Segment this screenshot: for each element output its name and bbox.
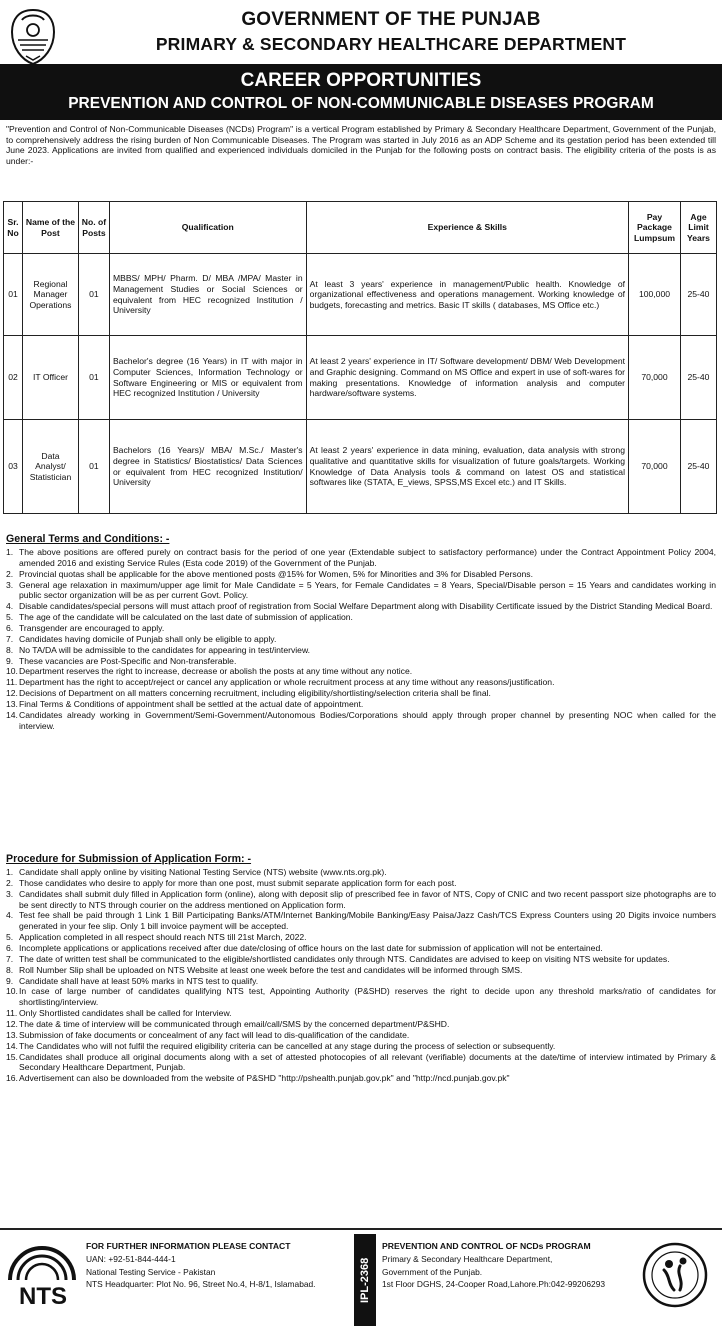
list-item-text: These vacancies are Post-Specific and Non-transferable. xyxy=(19,655,237,666)
list-item-text: The above positions are offered purely on contract basis for the period of one year (Extendable subject to satisfactory performance) under the Contract Appointment Policy 2004, amended 2016 and existing Service Rules (Esta code 2019) of the Government of the Punjab. xyxy=(19,547,716,568)
cell-post-name: Data Analyst/ Statistician xyxy=(22,420,78,514)
list-item-text: Candidates shall submit duly filled in Application form (online), along with deposit slip of prescribed fee in favor of NTS, Copy of CNIC and two recent passport size photographs are to be sent directly to NTS through courier on the address mentioned on Application form. xyxy=(19,888,716,910)
cell-experience: At least 3 years' experience in management/Public health. Knowledge of organizational effectiveness and operations management. Working knowledge of budgets, forecasting and metrics. Basic IT skills ( databases, MS Office etc.) xyxy=(306,254,628,336)
list-item-number: 11. xyxy=(6,1008,18,1019)
list-item xyxy=(6,910,716,932)
list-item-text: Only Shortlisted candidates shall be called for Interview. xyxy=(19,1008,232,1019)
list-item-number: 12. xyxy=(6,1019,18,1030)
cell-age: 25-40 xyxy=(680,420,716,514)
ncd-line1: Primary & Secondary Healthcare Department, xyxy=(382,1253,553,1264)
list-item xyxy=(6,612,716,623)
list-item-number: 10. xyxy=(6,666,18,677)
list-item xyxy=(6,699,716,710)
intro-paragraph: "Prevention and Control of Non-Communicable Diseases (NCDs) Program" is a vertical Program established by Primary & Secondary Healthcare Department, Government of the Punjab, to comprehensively address the rising burden of Non Communicable Diseases. The Program was started in July 2016 as an ADP Scheme and its gestation period has been extended till June 2023. Applications are invited from qualified and experienced individuals domiciled in the Punjab for the following posts on contract basis. The eligibility criteria of the posts is as under:- xyxy=(6,124,716,167)
list-item-number: 10. xyxy=(6,986,18,997)
header-qualification: Qualification xyxy=(109,202,306,254)
list-item xyxy=(6,867,716,878)
header-age-limit: Age Limit Years xyxy=(680,202,716,254)
list-item xyxy=(6,976,716,987)
nts-logo-text: NTS xyxy=(19,1283,67,1310)
list-item-text: Candidate shall apply online by visiting National Testing Service (NTS) website (www.nts.org.pk). xyxy=(19,867,387,877)
header-no-of-posts: No. of Posts xyxy=(78,202,109,254)
list-item-number: 3. xyxy=(6,579,14,590)
career-opportunities-title: CAREER OPPORTUNITIES xyxy=(240,70,482,91)
list-item-number: 3. xyxy=(6,888,14,899)
list-item-number: 12. xyxy=(6,688,18,699)
title-bar xyxy=(0,64,722,120)
list-item-number: 8. xyxy=(6,644,14,655)
list-item-text: Candidates already working in Government/Semi-Government/Autonomous Bodies/Corporations should apply through proper channel by presenting NOC when called for the interview. xyxy=(19,709,716,731)
cell-qualification: Bachelor's degree (16 Years) in IT with major in Computer Sciences, Information Technology or Software Engineering or MIS or equivalent from HEC recognized Institution / University xyxy=(109,336,306,420)
nts-contact-block xyxy=(86,1240,350,1291)
list-item-number: 9. xyxy=(6,975,14,986)
list-item xyxy=(6,634,716,645)
list-item-number: 6. xyxy=(6,623,14,634)
list-item-text: Candidates shall produce all original documents along with a set of attested photocopies of all relevant (verifiable) documents at the date/time of interview intimated by Primary & Secondary Healthcare Department, Punjab. xyxy=(19,1051,716,1073)
list-item-text: Advertisement can also be downloaded from the website of P&SHD "http://pshealth.punjab.gov.pk" and "http://ncd.punjab.gov.pk" xyxy=(19,1073,510,1084)
cell-qualification: MBBS/ MPH/ Pharm. D/ MBA /MPA/ Master in Management Studies or Social Sciences or equivalent from HEC recognized Institution / University xyxy=(109,254,306,336)
table-row xyxy=(4,336,717,420)
list-item xyxy=(6,710,716,732)
list-item-number: 7. xyxy=(6,633,14,644)
list-item xyxy=(6,954,716,965)
posts-table xyxy=(3,201,717,514)
list-item xyxy=(6,547,716,569)
punjab-government-logo-icon xyxy=(8,8,58,66)
cell-age: 25-40 xyxy=(680,336,716,420)
list-item xyxy=(6,1008,716,1019)
list-item xyxy=(6,580,716,602)
list-item-number: 16. xyxy=(6,1073,18,1084)
list-item xyxy=(6,1041,716,1052)
header-government-title: GOVERNMENT OF THE PUNJAB xyxy=(241,9,541,30)
table-row xyxy=(4,420,717,514)
list-item-text: Department has the right to accept/reject or cancel any application or whole recruitment process at any time without any reasons/justification. xyxy=(19,677,555,688)
procedure-list xyxy=(6,867,716,1084)
table-header-row xyxy=(4,202,717,254)
cell-age: 25-40 xyxy=(680,254,716,336)
list-item-number: 2. xyxy=(6,877,14,888)
list-item xyxy=(6,688,716,699)
list-item-text: Roll Number Slip shall be uploaded on NTS Website at least one week before the test and candidates will be informed through SMS. xyxy=(19,964,523,975)
list-item xyxy=(6,666,716,677)
list-item-text: No TA/DA will be admissible to the candidates for appearing in test/interview. xyxy=(19,644,311,655)
list-item xyxy=(6,656,716,667)
contact-uan: UAN: +92-51-844-444-1 xyxy=(86,1253,176,1264)
list-item-number: 7. xyxy=(6,953,14,964)
list-item-number: 13. xyxy=(6,699,18,710)
list-item-number: 1. xyxy=(6,547,14,557)
list-item xyxy=(6,878,716,889)
cell-sr: 02 xyxy=(4,336,23,420)
header-sr-no: Sr. No xyxy=(4,202,23,254)
cell-post-name: IT Officer xyxy=(22,336,78,420)
ncd-program-logo-icon xyxy=(640,1240,710,1312)
footer xyxy=(0,1228,722,1333)
list-item-text: The date of written test shall be communicated to the eligible/shortlisted candidates only through NTS. Candidates are advised to keep on visiting NTS website for updates. xyxy=(19,953,670,964)
contact-org: National Testing Service - Pakistan xyxy=(86,1266,216,1277)
procedure-title: Procedure for Submission of Application Form: - xyxy=(6,853,252,865)
table-row xyxy=(4,254,717,336)
list-item-number: 8. xyxy=(6,964,14,975)
list-item xyxy=(6,965,716,976)
list-item-number: 4. xyxy=(6,910,14,921)
ncd-line2: Government of the Punjab. xyxy=(382,1266,483,1277)
list-item xyxy=(6,932,716,943)
header-experience-skills: Experience & Skills xyxy=(306,202,628,254)
list-item xyxy=(6,943,716,954)
list-item-number: 5. xyxy=(6,932,14,943)
cell-experience: At least 2 years' experience in data mining, evaluation, data analysis with strong qualitative and quantitative skills for visualization of future goals/targets. Working Knowledge of Data Analysis tools & command on latest OS and statistical softwares like (STATA, E_views, SPSS,MS Excel etc.) and IT Skills. xyxy=(306,420,628,514)
cell-pay: 100,000 xyxy=(629,254,681,336)
list-item-text: Those candidates who desire to apply for more than one post, must submit separate application form for each post. xyxy=(19,877,457,888)
contact-heading: FOR FURTHER INFORMATION PLEASE CONTACT xyxy=(86,1241,291,1251)
list-item-number: 14. xyxy=(6,1040,18,1051)
ncd-address: 1st Floor DGHS, 24-Cooper Road,Lahore.Ph:042-99206293 xyxy=(382,1279,606,1290)
list-item xyxy=(6,986,716,1008)
header-department-title: PRIMARY & SECONDARY HEALTHCARE DEPARTMENT xyxy=(155,34,627,54)
terms-list xyxy=(6,547,716,732)
ncd-heading: PREVENTION AND CONTROL OF NCDs PROGRAM xyxy=(382,1241,591,1251)
list-item-number: 6. xyxy=(6,943,14,954)
list-item xyxy=(6,623,716,634)
list-item xyxy=(6,601,716,612)
list-item-number: 9. xyxy=(6,655,14,666)
list-item-text: Submission of fake documents or concealment of any fact will lead to dis-qualification of the candidate. xyxy=(19,1029,410,1040)
list-item-text: The date & time of interview will be communicated through email/call/SMS by the concerned department/P&SHD. xyxy=(19,1019,450,1030)
cell-post-name: Regional Manager Operations xyxy=(22,254,78,336)
list-item-text: Application completed in all respect should reach NTS till 21st March, 2022. xyxy=(19,932,307,943)
list-item-text: Test fee shall be paid through 1 Link 1 Bill Participating Banks/ATM/Internet Banking/Mobile Banking/Easy Paisa/Jazz Cash/TCS Express Counters using 20 Digits invoice numbers generated in your fee slip. Only 1 bill invoice payment will be accepted. xyxy=(19,910,716,932)
list-item-number: 15. xyxy=(6,1051,18,1062)
list-item-text: Incomplete applications or applications received after due date/closing of office hours on the last date for submission of application will not be entertained. xyxy=(19,943,603,954)
contact-hq: NTS Headquarter: Plot No. 96, Street No.4, H-8/1, Islamabad. xyxy=(86,1279,316,1290)
list-item-number: 11. xyxy=(6,677,18,688)
list-item-number: 1. xyxy=(6,867,14,877)
header-post-name: Name of the Post xyxy=(22,202,78,254)
cell-posts: 01 xyxy=(78,420,109,514)
ncd-contact-block xyxy=(382,1240,638,1291)
list-item-number: 4. xyxy=(6,601,14,612)
list-item xyxy=(6,677,716,688)
nts-logo-icon xyxy=(4,1240,82,1312)
list-item-text: Candidate shall have at least 50% marks in NTS test to qualify. xyxy=(19,975,259,986)
list-item-text: The Candidates who will not fulfil the required eligibility criteria can be cancelled at any stage during the process of selection or subsequently. xyxy=(19,1040,556,1051)
list-item xyxy=(6,1019,716,1030)
list-item-text: Final Terms & Conditions of appointment shall be settled at the actual date of appointment. xyxy=(19,699,364,710)
list-item-text: Department reserves the right to increase, decrease or abolish the posts at any time without any notice. xyxy=(19,666,413,677)
list-item-text: Candidates having domicile of Punjab shall only be eligible to apply. xyxy=(19,633,277,644)
list-item-text: General age relaxation in maximum/upper age limit for Male Candidate = 5 Years, for Female Candidates = 8 Years, Special/Disable person = 15 Years and candidates working in public sector organization will be as per current Govt. Policy. xyxy=(19,579,716,601)
cell-pay: 70,000 xyxy=(629,336,681,420)
list-item-text: In case of large number of candidates qualifying NTS test, Appointing Authority (P&SHD) reserves the right to decide upon any threshold marks/ratio of candidates for shortlisting/interview. xyxy=(19,986,716,1008)
list-item-number: 13. xyxy=(6,1029,18,1040)
list-item-number: 2. xyxy=(6,568,14,579)
list-item xyxy=(6,1030,716,1041)
list-item xyxy=(6,569,716,580)
cell-posts: 01 xyxy=(78,336,109,420)
list-item xyxy=(6,889,716,911)
list-item xyxy=(6,1073,716,1084)
list-item-text: Decisions of Department on all matters concerning recruitment, including eligibility/shortlisting/selection criteria shall be final. xyxy=(19,688,491,699)
list-item-text: The age of the candidate will be calculated on the last date of submission of application. xyxy=(19,612,353,623)
terms-title: General Terms and Conditions: - xyxy=(6,533,170,545)
program-title: PREVENTION AND CONTROL OF NON-COMMUNICABLE DISEASES PROGRAM xyxy=(68,95,654,113)
cell-sr: 01 xyxy=(4,254,23,336)
list-item-text: Disable candidates/special persons will must attach proof of registration from Social Welfare Department along with Disability Certificate issued by the District Standing Medical Board. xyxy=(19,601,713,612)
cell-sr: 03 xyxy=(4,420,23,514)
cell-qualification: Bachelors (16 Years)/ MBA/ M.Sc./ Master's degree in Statistics/ Biostatistics/ Data Sciences or equivalent from HEC recognized Institution/ University xyxy=(109,420,306,514)
list-item-text: Transgender are encouraged to apply. xyxy=(19,623,165,634)
ipl-badge: IPL-2368 xyxy=(354,1234,376,1326)
list-item-text: Provincial quotas shall be applicable for the above mentioned posts @15% for Women, 5% for Minorities and 3% for Disabled Persons. xyxy=(19,568,533,579)
list-item xyxy=(6,1052,716,1074)
header-pay-package: Pay Package Lumpsum xyxy=(629,202,681,254)
cell-experience: At least 2 years' experience in IT/ Software development/ DBM/ Web Development and Graphic designing. Command on MS Office and expert in use of soft-wares for making presentations. Knowledge of information analysis and computer hardware/software systems. xyxy=(306,336,628,420)
list-item-number: 5. xyxy=(6,612,14,623)
list-item-number: 14. xyxy=(6,709,18,720)
list-item xyxy=(6,645,716,656)
header xyxy=(0,0,722,64)
cell-posts: 01 xyxy=(78,254,109,336)
cell-pay: 70,000 xyxy=(629,420,681,514)
